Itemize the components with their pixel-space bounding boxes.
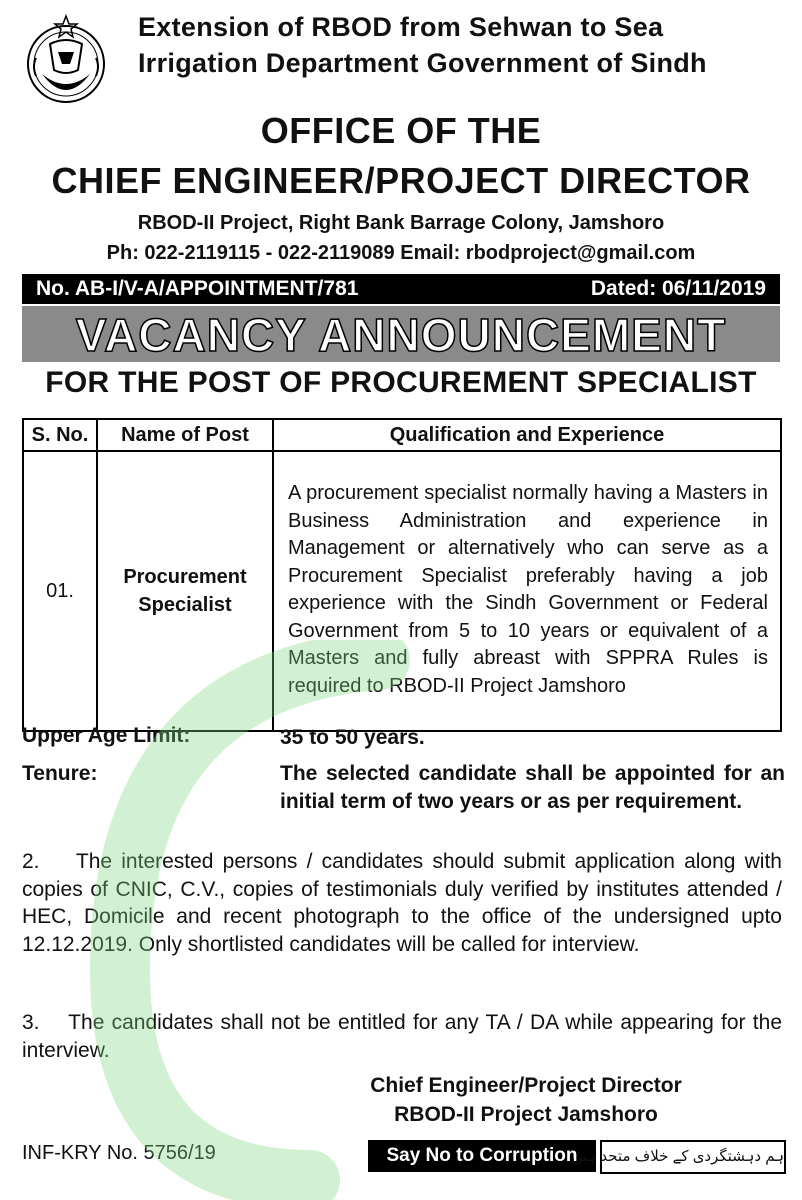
- ta-da-notice: 3. The candidates shall not be entitled for any TA / DA while appearing for the interview.: [22, 1011, 788, 1062]
- sindh-government-emblem: [20, 14, 112, 106]
- cell-post-name: [97, 451, 273, 731]
- reference-date: Dated: 06/11/2019: [590, 277, 766, 300]
- age-limit-value: 35 to 50 years.: [280, 726, 425, 749]
- office-address: RBOD-II Project, Right Bank Barrage Colony, Jamshoro: [137, 212, 665, 234]
- inf-number: INF-KRY No. 5756/19: [22, 1142, 216, 1164]
- cell-qualification: A procurement specialist normally having a Masters in Business Administration and experience in Management or alternatively who can serve as a Procurement Specialist preferably having a job experience with the Sindh Government or Federal Government from 5 to 10 years or equivalent of a Masters and fully abreast with SPPRA Rules is required to RBOD-II Project Jamshoro: [273, 451, 781, 731]
- office-heading-line1: OFFICE OF THE: [260, 110, 542, 151]
- vacancy-banner-text: VACANCY ANNOUNCEMENT: [75, 309, 727, 361]
- column-header-sno: S. No.: [23, 419, 97, 451]
- vacancy-table: [22, 418, 782, 732]
- age-limit-label: Upper Age Limit:: [22, 724, 191, 747]
- table-row: [23, 451, 781, 731]
- post-name-text: Procurement Specialist: [123, 566, 247, 616]
- application-instructions: 2. The interested persons / candidates should submit application along with copies of CNIC, C.V., copies of testimonials duly verified by institutes attended / HEC, Domicile and recent photograph to the office of the undersigned upto 12.12.2019. Only shortlisted candidates will be called for interview.: [22, 850, 788, 956]
- office-contact: Ph: 022-2119115 - 022-2119089 Email: rbodproject@gmail.com: [106, 242, 696, 264]
- department-title: Irrigation Department Government of Sindh: [138, 48, 707, 78]
- anti-corruption-slogan: Say No to Corruption: [368, 1140, 596, 1172]
- cell-sno: 01.: [23, 451, 97, 731]
- signatory-project: RBOD-II Project Jamshoro: [394, 1103, 658, 1126]
- signatory-title: Chief Engineer/Project Director: [370, 1074, 682, 1097]
- reference-number: No. AB-I/V-A/APPOINTMENT/781: [36, 277, 359, 300]
- vacancy-banner: [22, 306, 780, 362]
- project-title: Extension of RBOD from Sehwan to Sea: [138, 12, 664, 42]
- urdu-slogan: ہم دہشتگردی کے خلاف متحد ہیں: [600, 1140, 786, 1174]
- column-header-post: Name of Post: [97, 419, 273, 451]
- tenure-label: Tenure:: [22, 762, 98, 785]
- reference-bar: [22, 274, 780, 304]
- table-header-row: [23, 419, 781, 451]
- post-heading: FOR THE POST OF PROCUREMENT SPECIALIST: [45, 366, 757, 399]
- office-heading-line2: CHIEF ENGINEER/PROJECT DIRECTOR: [51, 160, 751, 201]
- column-header-qualification: Qualification and Experience: [273, 419, 781, 451]
- tenure-value: The selected candidate shall be appointed for an initial term of two years or as per requirement.: [280, 762, 785, 813]
